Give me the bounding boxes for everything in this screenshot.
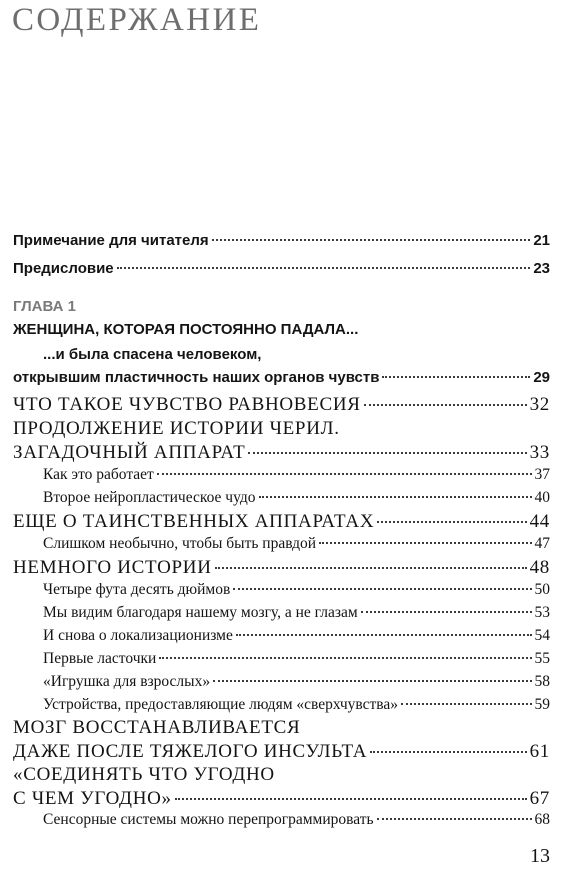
toc-entry-too-unusual[interactable] [43, 535, 550, 553]
dot-leader [212, 239, 531, 241]
page-title: СОДЕРЖАНИЕ [12, 2, 262, 38]
dot-leader [157, 473, 532, 475]
toc-entry-page: 58 [534, 673, 550, 690]
toc-entry-page: 32 [529, 394, 550, 415]
toc-entry-title: ЕЩЕ О ТАИНСТВЕННЫХ АППАРАТАХ [13, 511, 375, 532]
toc-entry-title: «Игрушка для взрослых» [43, 673, 211, 690]
toc-entry-page: 29 [533, 369, 550, 386]
toc-entry-page: 40 [534, 489, 550, 506]
toc-entry-supersenses[interactable] [43, 696, 550, 714]
dot-leader [401, 703, 531, 705]
toc-entry-page: 48 [529, 557, 550, 578]
dot-leader [364, 404, 527, 406]
dot-leader [248, 452, 526, 454]
toc-entry-title: Второе нейропластическое чудо [43, 489, 256, 506]
toc-entry-title: НЕМНОГО ИСТОРИИ [13, 557, 212, 578]
toc-entry-title: С ЧЕМ УГОДНО» [13, 788, 172, 809]
toc-entry-connect-line-1[interactable]: «СОЕДИНЯТЬ ЧТО УГОДНО [13, 764, 275, 785]
toc-entry-page: 50 [534, 581, 550, 598]
page-number: 13 [530, 845, 550, 867]
toc-entry-title: ДАЖЕ ПОСЛЕ ТЯЖЕЛОГО ИНСУЛЬТА [13, 741, 368, 762]
toc-entry-chapter-subtitle[interactable] [13, 369, 550, 386]
toc-entry-connect[interactable] [13, 788, 550, 810]
toc-entry-second-miracle[interactable] [43, 489, 550, 507]
toc-entry-adult-toy[interactable] [43, 673, 550, 691]
dot-leader [361, 611, 532, 613]
toc-entry-page: 53 [534, 604, 550, 621]
dot-leader [213, 680, 531, 682]
dot-leader [319, 542, 531, 544]
dot-leader [233, 588, 531, 590]
toc-entry-brain-not-eyes[interactable] [43, 604, 550, 622]
toc-entry-title: Слишком необычно, чтобы быть правдой [43, 535, 317, 552]
toc-entry-page: 37 [534, 466, 550, 483]
toc-entry-history[interactable] [13, 557, 550, 579]
toc-entry-reprogram[interactable] [43, 811, 550, 829]
dot-leader [236, 634, 532, 636]
toc-entry-title: Первые ласточки [43, 650, 157, 667]
toc-entry-page: 61 [529, 741, 550, 762]
toc-entry-how-it-works[interactable] [43, 466, 550, 484]
toc-entry-title: Четыре фута десять дюймов [43, 581, 231, 598]
chapter-title[interactable]: ЖЕНЩИНА, КОТОРАЯ ПОСТОЯННО ПАДАЛА... [13, 321, 359, 338]
toc-entry-page: 59 [534, 696, 550, 713]
dot-leader [259, 496, 532, 498]
toc-entry-page: 55 [534, 650, 550, 667]
toc-entry-preface[interactable] [13, 260, 550, 277]
toc-entry-title: Мы видим благодаря нашему мозгу, а не глазам [43, 604, 358, 621]
toc-entry-page: 44 [529, 511, 550, 532]
toc-entry-title: ЗАГАДОЧНЫЙ АППАРАТ [13, 442, 246, 463]
toc-entry-title: Как это работает [43, 466, 154, 483]
dot-leader [175, 798, 527, 800]
toc-entry-readers-note[interactable] [13, 232, 550, 249]
toc-entry-title: Сенсорные системы можно перепрограммировать [43, 811, 374, 828]
toc-entry-title: Устройства, предоставляющие людям «сверхчувства» [43, 696, 399, 713]
toc-entry-title: Примечание для читателя [13, 232, 209, 249]
dot-leader [215, 567, 527, 569]
toc-entry-page: 54 [534, 627, 550, 644]
toc-entry-title: ЧТО ТАКОЕ ЧУВСТВО РАВНОВЕСИЯ [13, 394, 361, 415]
dot-leader [382, 376, 530, 378]
toc-entry-more-devices[interactable] [13, 511, 550, 533]
dot-leader [370, 751, 526, 753]
dot-leader [117, 267, 531, 269]
dot-leader [377, 521, 526, 523]
toc-entry-title: Предисловие [13, 260, 114, 277]
toc-entry-page: 68 [534, 811, 550, 828]
chapter-label: ГЛАВА 1 [13, 298, 76, 315]
toc-entry-first-swallows[interactable] [43, 650, 550, 668]
toc-entry-page: 23 [533, 260, 550, 277]
toc-entry-balance[interactable] [13, 394, 550, 416]
toc-entry-four-feet[interactable] [43, 581, 550, 599]
toc-entry-mysterious-device[interactable] [13, 442, 550, 464]
toc-entry-title: И снова о локализационизме [43, 627, 233, 644]
dot-leader [377, 818, 532, 820]
dot-leader [159, 657, 531, 659]
toc-entry-page: 21 [533, 232, 550, 249]
chapter-subtitle-line-1: ...и была спасена человеком, [43, 346, 262, 363]
toc-entry-title: открывшим пластичность наших органов чувств [13, 369, 380, 386]
toc-entry-stroke-line-1[interactable]: МОЗГ ВОССТАНАВЛИВАЕТСЯ [13, 717, 301, 738]
toc-entry-localizationism[interactable] [43, 627, 550, 645]
toc-entry-page: 33 [529, 442, 550, 463]
toc-entry-cheryl-line-1[interactable]: ПРОДОЛЖЕНИЕ ИСТОРИИ ЧЕРИЛ. [13, 418, 340, 439]
toc-entry-page: 67 [529, 788, 550, 809]
toc-entry-stroke[interactable] [13, 741, 550, 763]
toc-entry-page: 47 [534, 535, 550, 552]
